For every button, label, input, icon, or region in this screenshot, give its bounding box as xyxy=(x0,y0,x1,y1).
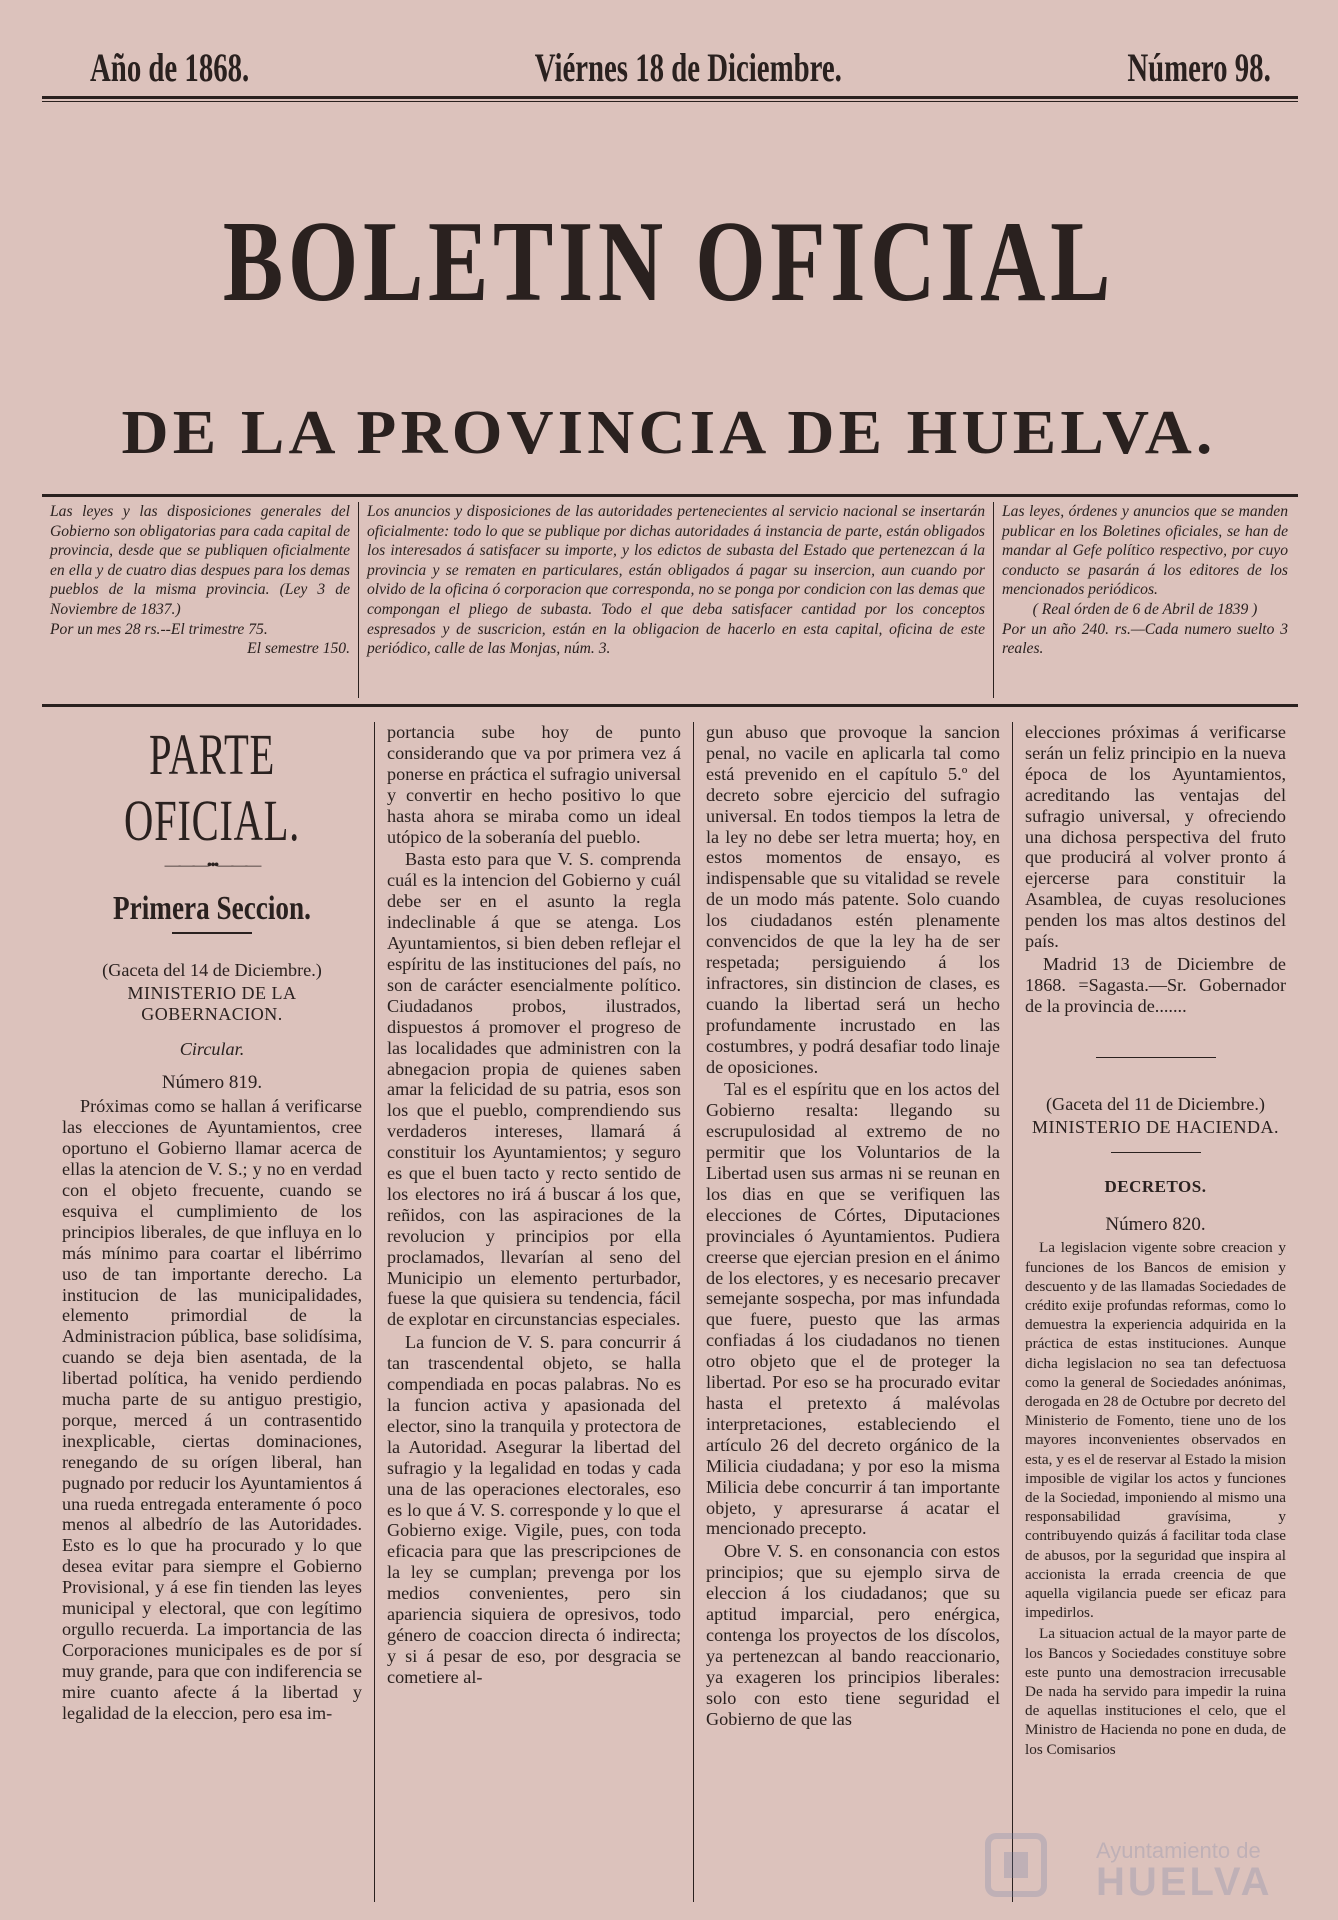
issue-date: Viérnes 18 de Diciembre. xyxy=(534,44,842,90)
notice-center-text: Los anuncios y disposiciones de las autoridades pertenecientes al servicio nacional se insertarán oficialmente: todo lo que se publique por dichas autoridades á instancia de parte, están obligados los interesados á satisfacer su importe, y los edictos de subasta del Estado que pertenezcan á la provincia y se rematen en particulares, están obligados á pagar su insercion, aun cuando por olvido de la oficina ó corporacion que corresponda, no se ponga por condicion con las demas que compongan el pliego de subasta. Todo el que deba satisfacer cantidad por los conceptos espresados y de suscricion, están en la obligacion de hacerlo en esta capital, oficina de este periódico, calle de las Monjas, núm. 3. xyxy=(367,503,985,658)
column-4 xyxy=(1012,722,1298,1902)
signature-line: Madrid 13 de Diciembre de 1868. =Sagasta.—Sr. Gobernador de la provincia de....... xyxy=(1025,953,1286,1016)
article-paragraph: portancia sube hoy de punto considerando que va por primera vez á ponerse en práctica el sufragio universal y convertir en hecho positivo lo que hasta ahora se miraba como un ideal utópico de la soberanía del pueblo. xyxy=(387,722,681,847)
decree-number: Número 820. xyxy=(1105,1214,1206,1236)
watermark-line1: Ayuntamiento de xyxy=(1096,1838,1261,1863)
article-columns xyxy=(50,722,1298,1902)
notices-top-rule xyxy=(42,494,1298,497)
short-rule xyxy=(172,932,252,934)
issue-year: Año de 1868. xyxy=(90,44,250,90)
header-rule-thin xyxy=(42,101,1298,102)
city-crest-icon xyxy=(966,1830,1066,1900)
column-3 xyxy=(693,722,1012,1902)
notice-right xyxy=(994,502,1296,698)
price-semester: El semestre 150. xyxy=(247,640,350,658)
article-paragraph: Próximas como se hallan á verificarse las elecciones de Ayuntamientos, cree oportuno el Gobierno llamar acerca de ellas la atencion de V. S.; y no en verdad con el objeto frecuente, cuando se esquiva el cumplimiento de los principios liberales, de que influya en lo más mínimo para coartar el libérrimo uso de tan importante derecho. La institucion de las municipalidades, elemento primordial de la Administracion pública, base solidísima, cuando se deja bien asentada, de la libertad política, ha venido perdiendo mucha parte de su antiguo prestigio, porque, merced á un contrasentido inexplicable, ciertas dominaciones, renegando de su orígen liberal, han pugnado por reducir los Ayuntamientos á una rueda entregada enteramente ó poco menos al albedrío de las Autoridades. Esto es lo que ha procurado y lo que desea evitar para siempre el Gobierno Provisional, y á ese fin tienden las leyes municipal y electoral, que con legítimo orgullo recuerda. La importancia de las Corporaciones municipales es de por sí muy grande, para que con indiferencia se mire cuanto afecte á la libertad y legalidad de la eleccion, pero esa im- xyxy=(62,1096,362,1723)
article-paragraph: Obre V. S. en consonancia con estos principios; que su ejemplo sirva de eleccion á los ciudadanos; que su aptitud imparcial, pero enérgica, contenga los proyectos de los díscolos, ya pertenezcan al bando reaccionario, ya exageren los principios liberales: solo con esto tiene seguridad el Gobierno de que las xyxy=(706,1541,1000,1729)
column-1 xyxy=(50,722,374,1902)
article-paragraph: La funcion de V. S. para concurrir á tan trascendental objeto, se halla compendiada en pocas palabras. No es la funcion activa y apasionada del elector, sino la tranquila y protectora de la Autoridad. Asegurar la libertad del sufragio y la legalidad en todas y cada una de las operaciones electorales, eso es lo que á V. S. corresponde y lo que el Gobierno exige. Vigile, pues, con toda eficacia para que las prescripciones de la ley se cumplan; prevenga por los medios convenientes, pero sin apariencia siquiera de opresivos, todo género de coaccion directa ó indirecta; y si á pesar de eso, por desgracia se cometiere al- xyxy=(387,1332,681,1687)
article-paragraph: elecciones próximas á verificarse serán un feliz principio en la nueva época de los Ayuntamientos, acreditando las ventajas del sufragio universal, y ofreciendo una dichosa perspectiva del fruto que producirá al volver pronto á ejercerse para constituir la Asamblea, de cuyas resoluciones penden los mas altos destinos del país. xyxy=(1025,722,1286,952)
notices-bottom-rule xyxy=(42,704,1298,707)
ministry-heading: MINISTERIO DE LA GOBERNACION. xyxy=(127,982,297,1024)
short-rule xyxy=(1111,1152,1201,1153)
price-month: Por un mes 28 rs.--El trimestre 75. xyxy=(50,620,268,638)
circular-label: Circular. xyxy=(179,1038,245,1059)
article-paragraph: Basta esto para que V. S. comprenda cuál es la intencion del Gobierno y cuál debe ser en el asunto la regla indeclinable á que se atenga. Los Ayuntamientos, si bien deben reflejar el espíritu de las instituciones del país, no son de carácter esencialmente político. Ciudadanos probos, ilustrados, dispuestos á promover el progreso de las localidades que administren con la abnegacion propia de quienes saben amar la felicidad de su patria, esos son los que el pueblo, comprendiendo sus verdaderos intereses, llamará á constituir los Ayuntamientos; y seguro es que el buen tacto y recto sentido de los electores no irá á buscar á los que, reñidos, con las aspiraciones de la revolucion y principios por ella proclamados, llevarían al seno del Municipio un elemento perturbador, fuese la que quisiera su tendencia, fácil de explotar en circunstancias especiales. xyxy=(387,849,681,1330)
decree-text xyxy=(1025,1238,1286,1758)
parte-oficial-heading: PARTE OFICIAL. xyxy=(124,722,300,853)
article-paragraph: Tal es el espíritu que en los actos del Gobierno resalta: llegando su escrupulosidad al extremo de no permitir que los Voluntarios de la Libertad usen sus armas ni se reunan en los dias en que se verifiquen las elecciones de Córtes, Diputaciones provinciales ó Ayuntamientos. Pudiera creerse que ejercian presion en el ánimo de los electores, y es necesario precaver semejante sospecha, por mas infundada que fuere, puesto que las armas confiadas á los ciudadanos no tienen otro objeto que el de proteger la libertad. Por eso se ha procurado evitar hasta el pretexto á malévolas interpretaciones, estableciendo el artículo 26 del decreto orgánico de la Milicia ciudadana; y por eso la misma Milicia debe concurrir á tan importante objeto, y apresurarse á acatar el mencionado precepto. xyxy=(706,1079,1000,1539)
issue-number: Número 98. xyxy=(1127,44,1271,90)
notice-right-text: Las leyes, órdenes y anuncios que se manden publicar en los Boletines oficiales, se han de mandar al Gefe político respectivo, por cuyo conducto se pasarán á los editores de los mencionados periódicos. xyxy=(1002,503,1288,599)
header-rule xyxy=(42,96,1298,99)
newspaper-title: BOLETIN OFICIAL xyxy=(222,198,1116,326)
column-2 xyxy=(374,722,693,1902)
decretos-heading: DECRETOS. xyxy=(1104,1176,1207,1196)
ministry-heading: MINISTERIO DE HACIENDA. xyxy=(1032,1116,1279,1137)
short-rule xyxy=(1096,1057,1216,1058)
archive-watermark xyxy=(966,1830,1273,1904)
section-heading: Primera Seccion. xyxy=(113,889,311,927)
newspaper-subtitle: DE LA PROVINCIA DE HUELVA. xyxy=(121,399,1217,467)
notices-block xyxy=(42,502,1296,698)
gaceta-reference: (Gaceta del 11 de Diciembre.) xyxy=(1046,1093,1265,1114)
article-paragraph: La situacion actual de la mayor parte de los Bancos y Sociedades constituye sobre este punto una demostracion irrecusable De nada ha servido para impedir la ruina de aquellas instituciones el celo, que el Ministro de Hacienda no pone en duda, de los Comisarios xyxy=(1025,1625,1286,1758)
ornament: ———•••——— xyxy=(164,857,260,874)
notice-center xyxy=(358,502,994,698)
watermark-line2: HUELVA xyxy=(1096,1860,1273,1904)
decree-number: Número 819. xyxy=(161,1072,263,1094)
article-paragraph: La legislacion vigente sobre creacion y funciones de los Bancos de emision y descuento y de las llamadas Sociedades de crédito exije profundas reformas, como lo demuestra la experiencia adquirida en la práctica de estas instituciones. Aunque dicha legislacion no sea tan defectuosa como la general de Sociedades anónimas, derogada en 28 de Octubre por decreto del Ministerio de Fomento, tiene uno de los mayores inconvenientes observados en esta, y es el de reservar al Estado la mision imposible de vigilar los actos y funciones de la Sociedad, imponiendo al mismo una responsabilidad gravísima, y contribuyendo quizás á facilitar toda clase de abusos, por la seguridad que inspira al accionista la errada creencia de que aquella vigilancia puede ser eficaz para impedirlos. xyxy=(1025,1239,1286,1622)
notice-right-price: Por un año 240. rs.—Cada numero suelto 3 reales. xyxy=(1002,620,1288,658)
notice-left-text: Las leyes y las disposiciones generales del Gobierno son obligatorias para cada capital de provincia, desde que se publiquen oficialmente en ella y de cuatro dias despues para los demas pueblos de la misma provincia. (Ley 3 de Noviembre de 1837.) xyxy=(50,503,350,618)
article-paragraph: gun abuso que provoque la sancion penal, no vacile en aplicarla tal como está prevenido en el capítulo 5.º del decreto sobre ejercicio del sufragio universal. En todos tiempos la letra de la ley no debe ser letra muerta; hoy, en estos momentos de ensayo, es indispensable que su vitalidad se revele de un modo más patente. Solo cuando los ciudadanos estén plenamente convencidos de que la ley ha de ser respetada; persiguiendo á los infractores, sin distincion de clases, es cuando la libertad será un hecho profundamente incrustado en las costumbres, y podrá desafiar todo linaje de oposiciones. xyxy=(706,722,1000,1077)
masthead-dateline xyxy=(90,44,1271,90)
gaceta-reference: (Gaceta del 14 de Diciembre.) xyxy=(102,959,322,980)
notice-left xyxy=(42,502,358,698)
notice-right-ref: ( Real órden de 6 de Abril de 1839 ) xyxy=(1032,600,1258,618)
